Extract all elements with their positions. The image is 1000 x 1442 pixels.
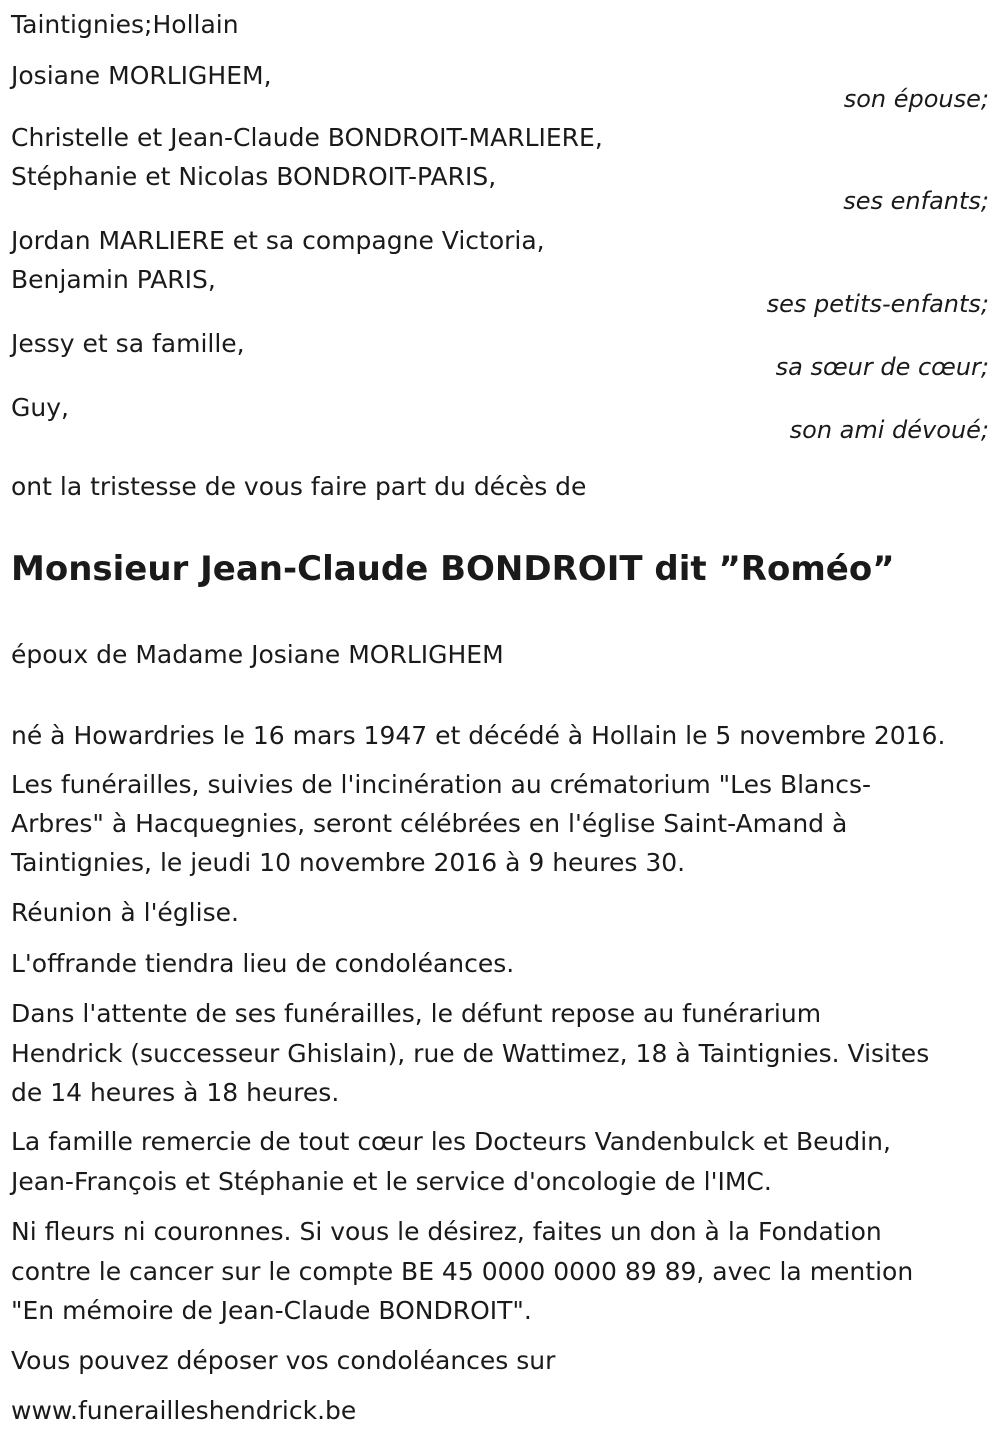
thanks-line-2: Jean-François et Stéphanie et le service d'oncologie de l'IMC.	[11, 1167, 772, 1196]
rest-line-1: Dans l'attente de ses funérailles, le défunt repose au funérarium	[11, 999, 822, 1028]
funeral-line-2: Arbres" à Hacquegnies, seront célébrées en l'église Saint-Amand à	[11, 809, 848, 838]
rest-line-2: Hendrick (successeur Ghislain), rue de Wattimez, 18 à Taintignies. Visites	[11, 1039, 930, 1068]
spouse-role: son épouse;	[843, 85, 989, 113]
locality-header: Taintignies;Hollain	[11, 10, 239, 39]
announcement-intro: ont la tristesse de vous faire part du décès de	[11, 472, 587, 501]
website-link[interactable]: www.funerailleshendrick.be	[11, 1396, 357, 1425]
grandchild-line-2: Benjamin PARIS,	[11, 265, 216, 294]
child-line-2: Stéphanie et Nicolas BONDROIT-PARIS,	[11, 162, 497, 191]
heart-sister-line: Jessy et sa famille,	[11, 329, 245, 358]
donation-line-3: "En mémoire de Jean-Claude BONDROIT".	[11, 1296, 532, 1325]
friend-line: Guy,	[11, 393, 69, 422]
funeral-line-1: Les funérailles, suivies de l'incinération au crématorium "Les Blancs-	[11, 770, 872, 799]
heart-sister-role: sa sœur de cœur;	[775, 353, 989, 381]
children-role: ses enfants;	[843, 187, 989, 215]
grandchildren-role: ses petits-enfants;	[766, 290, 989, 318]
donation-line-1: Ni fleurs ni couronnes. Si vous le désirez, faites un don à la Fondation	[11, 1217, 882, 1246]
birth-death-line: né à Howardries le 16 mars 1947 et décédé à Hollain le 5 novembre 2016.	[11, 721, 946, 750]
rest-line-3: de 14 heures à 18 heures.	[11, 1078, 340, 1107]
spouse-name: Josiane MORLIGHEM,	[11, 61, 272, 90]
donation-line-2: contre le cancer sur le compte BE 45 0000 0000 89 89, avec la mention	[11, 1257, 914, 1286]
funeral-line-3: Taintignies, le jeudi 10 novembre 2016 à 9 heures 30.	[11, 848, 686, 877]
friend-role: son ami dévoué;	[789, 416, 989, 444]
meeting-line: Réunion à l'église.	[11, 898, 239, 927]
condolences-line: Vous pouvez déposer vos condoléances sur	[11, 1346, 556, 1375]
deceased-name: Monsieur Jean-Claude BONDROIT dit ”Roméo”	[11, 549, 895, 589]
spouse-of-line: époux de Madame Josiane MORLIGHEM	[11, 640, 504, 669]
offering-line: L'offrande tiendra lieu de condoléances.	[11, 949, 515, 978]
thanks-line-1: La famille remercie de tout cœur les Docteurs Vandenbulck et Beudin,	[11, 1127, 891, 1156]
grandchild-line-1: Jordan MARLIERE et sa compagne Victoria,	[11, 226, 545, 255]
child-line-1: Christelle et Jean-Claude BONDROIT-MARLIERE,	[11, 123, 603, 152]
